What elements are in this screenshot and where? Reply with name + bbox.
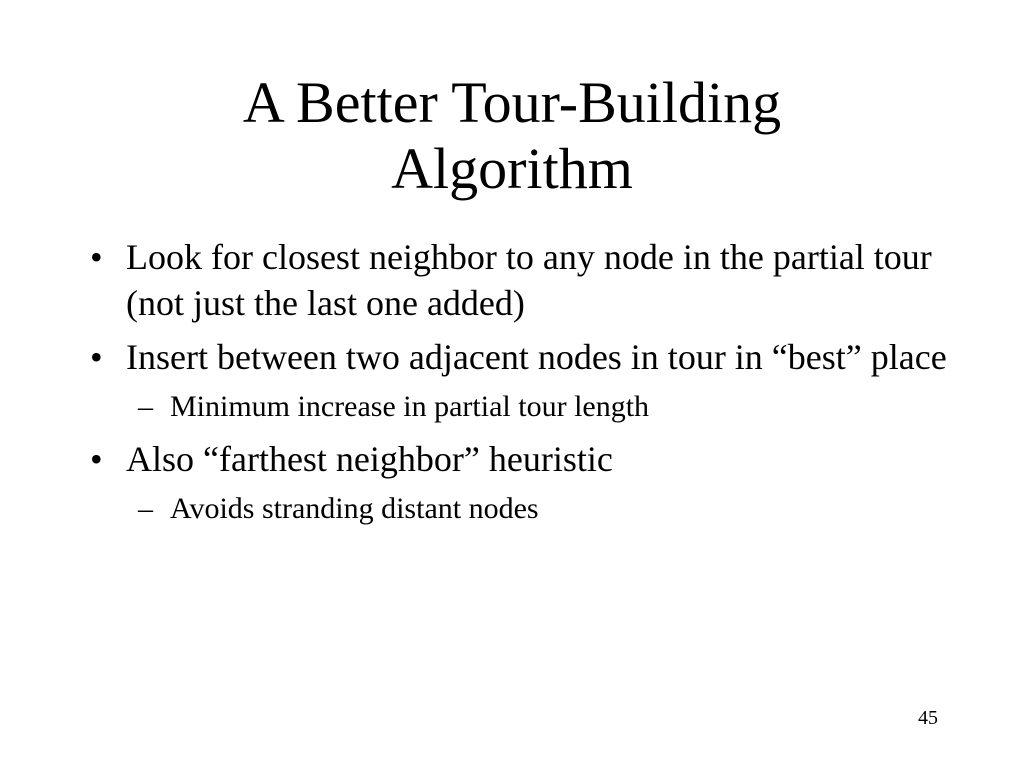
slide-title-line-1: A Better Tour-Building (242, 70, 782, 135)
slide-body (90, 234, 970, 538)
bullet-item-farthest-neighbor (90, 436, 970, 482)
bullet-text: Also “farthest neighbor” heuristic (126, 439, 613, 479)
bullet-text: Look for closest neighbor to any node in the partial tour (not just the last one added) (126, 237, 932, 323)
page-number: 45 (918, 707, 938, 729)
bullet-marker: • (90, 439, 103, 479)
bullet-item-insert-best-place (90, 334, 970, 380)
sub-bullet-minimum-increase (90, 388, 970, 426)
bullet-marker: • (90, 237, 103, 277)
bullet-marker: • (90, 337, 103, 377)
sub-bullet-marker: – (138, 492, 153, 525)
slide-title (0, 70, 1024, 202)
sub-bullet-marker: – (138, 390, 153, 423)
sub-bullet-text: Avoids stranding distant nodes (170, 492, 539, 525)
bullet-item-closest-neighbor (90, 234, 970, 326)
sub-bullet-avoids-stranding (90, 490, 970, 528)
sub-bullet-text: Minimum increase in partial tour length (170, 390, 650, 423)
slide-title-line-2: Algorithm (391, 136, 633, 201)
bullet-text: Insert between two adjacent nodes in tour in “best” place (126, 337, 947, 377)
